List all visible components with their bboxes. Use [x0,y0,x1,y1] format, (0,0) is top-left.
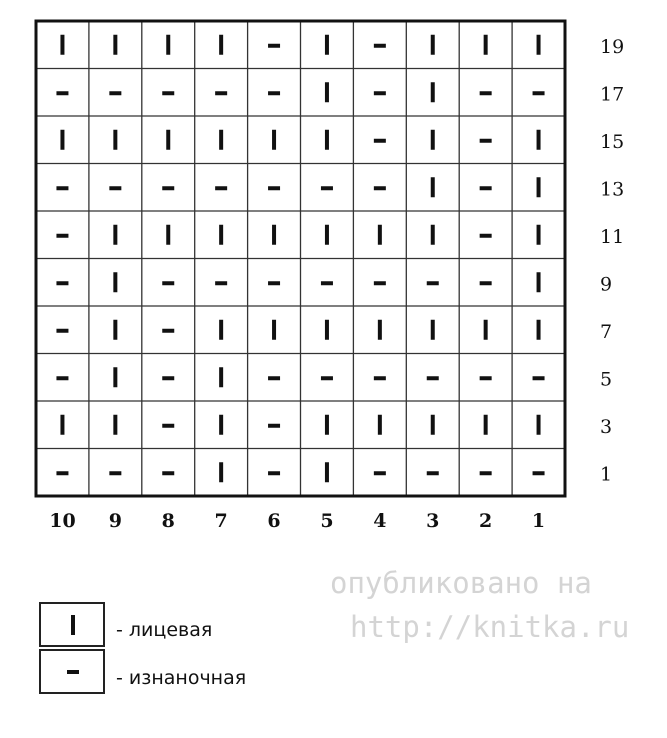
purl-stitch-mark [162,329,174,333]
purl-stitch-mark [321,186,333,190]
purl-stitch-mark [533,91,545,95]
knit-stitch-mark [60,35,64,55]
knit-stitch-mark [113,225,117,245]
purl-stitch-mark [268,281,280,285]
knit-stitch-mark [219,462,223,482]
knit-stitch-mark [537,225,541,245]
purl-stitch-mark [374,186,386,190]
row-number-label: 15 [600,130,625,153]
purl-stitch-mark [162,424,174,428]
knit-stitch-mark [325,225,329,245]
purl-stitch-mark [374,91,386,95]
purl-stitch-mark [162,376,174,380]
purl-stitch-mark [480,139,492,143]
knit-stitch-mark [325,462,329,482]
row-number-label: 3 [600,415,613,438]
purl-stitch-mark [162,471,174,475]
knit-stitch-mark [219,320,223,340]
knit-stitch-mark [113,320,117,340]
knit-stitch-mark [166,35,170,55]
purl-stitch-mark [162,281,174,285]
legend-knit-symbol-box [39,602,105,647]
knit-stitch-mark [325,415,329,435]
knit-stitch-mark [431,225,435,245]
knit-stitch-mark [60,415,64,435]
purl-stitch-mark [215,91,227,95]
purl-stitch-mark [321,281,333,285]
knit-stitch-mark [378,225,382,245]
row-number-label: 9 [600,273,613,296]
purl-stitch-mark [480,186,492,190]
column-number-label: 5 [320,510,334,532]
knit-stitch-mark [272,225,276,245]
purl-stitch-mark [56,329,68,333]
row-number-label: 1 [600,463,613,486]
purl-stitch-mark [268,91,280,95]
knit-stitch-mark [378,415,382,435]
purl-stitch-mark [109,471,121,475]
knit-stitch-mark [325,130,329,150]
knit-stitch-mark [325,320,329,340]
row-number-label: 11 [600,225,625,248]
column-number-label: 2 [479,510,493,532]
knit-stitch-mark [378,320,382,340]
purl-stitch-mark [321,376,333,380]
knit-stitch-mark [166,225,170,245]
column-number-label: 10 [49,510,76,532]
knit-stitch-mark [431,130,435,150]
purl-stitch-mark [268,376,280,380]
purl-stitch-mark [374,281,386,285]
knit-stitch-mark [113,415,117,435]
knit-stitch-mark [484,415,488,435]
knit-stitch-mark [537,415,541,435]
column-number-label: 4 [373,510,387,532]
purl-stitch-mark [268,186,280,190]
knit-stitch-mark [166,130,170,150]
knit-stitch-mark [219,415,223,435]
knit-stitch-mark [431,82,435,102]
purl-stitch-mark [56,471,68,475]
legend-purl-symbol-box [39,649,105,694]
knit-stitch-mark [219,35,223,55]
purl-stitch-mark [268,44,280,48]
purl-stitch-mark [480,91,492,95]
knit-stitch-mark [484,35,488,55]
legend-purl-label: - изнаночная [116,667,247,689]
column-number-labels [49,510,545,532]
knit-stitch-mark [537,130,541,150]
purl-stitch-mark [56,376,68,380]
knit-stitch-mark [272,130,276,150]
knit-stitch-icon [71,615,75,635]
purl-stitch-mark [480,471,492,475]
knit-stitch-mark [484,320,488,340]
purl-stitch-mark [56,234,68,238]
column-number-label: 9 [108,510,122,532]
row-number-label: 17 [600,83,625,106]
purl-stitch-mark [374,139,386,143]
purl-stitch-mark [427,471,439,475]
knit-stitch-mark [431,415,435,435]
knit-stitch-mark [325,35,329,55]
knit-stitch-mark [113,35,117,55]
purl-stitch-mark [215,281,227,285]
watermark-line-2: http://knitka.ru [350,610,630,644]
knit-stitch-mark [431,35,435,55]
knit-stitch-mark [113,272,117,292]
knit-stitch-mark [537,35,541,55]
knit-stitch-mark [431,320,435,340]
knit-stitch-mark [219,225,223,245]
purl-stitch-mark [268,424,280,428]
row-number-label: 7 [600,320,613,343]
column-number-label: 7 [214,510,228,532]
knit-stitch-mark [431,177,435,197]
purl-stitch-mark [56,281,68,285]
knit-stitch-mark [325,82,329,102]
purl-stitch-mark [480,281,492,285]
knit-stitch-mark [537,272,541,292]
column-number-label: 6 [267,510,281,532]
purl-stitch-mark [109,91,121,95]
column-number-label: 3 [426,510,440,532]
purl-stitch-mark [374,376,386,380]
row-number-labels [600,36,624,486]
knit-stitch-mark [272,320,276,340]
purl-stitch-mark [533,471,545,475]
purl-stitch-mark [268,471,280,475]
purl-stitch-mark [480,234,492,238]
purl-stitch-mark [109,186,121,190]
row-number-label: 19 [600,35,625,58]
purl-stitch-icon [67,670,79,674]
purl-stitch-mark [427,376,439,380]
column-number-label: 8 [161,510,175,532]
purl-stitch-mark [56,186,68,190]
purl-stitch-mark [162,91,174,95]
purl-stitch-mark [533,376,545,380]
column-number-label: 1 [531,510,546,532]
knit-stitch-mark [537,177,541,197]
legend-knit-label: - лицевая [116,619,213,641]
row-number-label: 5 [600,368,613,391]
knit-stitch-mark [113,367,117,387]
purl-stitch-mark [215,186,227,190]
knit-stitch-mark [219,367,223,387]
purl-stitch-mark [480,376,492,380]
knit-stitch-mark [537,320,541,340]
knit-stitch-mark [113,130,117,150]
knit-stitch-mark [219,130,223,150]
knit-stitch-mark [60,130,64,150]
purl-stitch-mark [162,186,174,190]
purl-stitch-mark [56,91,68,95]
purl-stitch-mark [374,44,386,48]
watermark-line-1: опубликовано на [330,566,592,600]
purl-stitch-mark [374,471,386,475]
row-number-label: 13 [600,178,625,201]
purl-stitch-mark [427,281,439,285]
